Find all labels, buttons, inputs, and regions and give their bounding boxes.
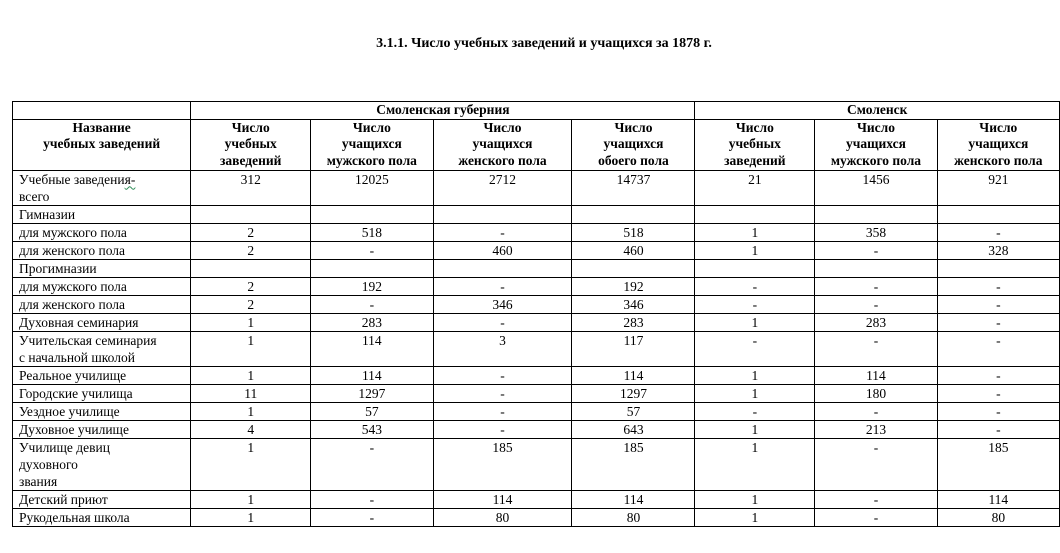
value-cell: 114 [433,490,572,508]
column-header: Число учебных заведений [695,119,815,170]
value-cell [815,205,937,223]
value-cell: - [311,438,433,490]
document-title: 3.1.1. Число учебных заведений и учащихся за 1878 г. [376,36,712,51]
institution-name-cell: Училище девиц духовного звания [13,438,191,490]
value-cell [191,259,311,277]
value-cell: - [695,277,815,295]
empty-corner-cell [13,102,191,120]
value-cell: - [311,241,433,259]
value-cell: 1 [191,313,311,331]
spellcheck-underline: я- [124,171,136,187]
table-row [13,438,1060,490]
value-cell: 518 [572,223,695,241]
value-cell: 2 [191,295,311,313]
value-cell: 80 [572,508,695,526]
value-cell [815,259,937,277]
value-cell: 114 [937,490,1059,508]
value-cell: 312 [191,170,311,205]
table-row [13,223,1060,241]
value-cell: 2712 [433,170,572,205]
institution-name-cell: Детский приют [13,490,191,508]
value-cell: 2 [191,277,311,295]
institution-name-cell: Гимназии [13,205,191,223]
value-cell [695,205,815,223]
value-cell: 1 [695,241,815,259]
value-cell: 346 [572,295,695,313]
value-cell: 12025 [311,170,433,205]
table-row [13,508,1060,526]
value-cell: - [433,384,572,402]
institution-name-cell: Городские училища [13,384,191,402]
value-cell: 358 [815,223,937,241]
column-header: Число учащихся женского пола [433,119,572,170]
institution-name-cell: Духовная семинария [13,313,191,331]
institution-name-cell: Учебные заведения- всего [13,170,191,205]
group-header-city: Смоленск [695,102,1060,120]
institution-name-cell: для мужского пола [13,277,191,295]
value-cell: - [815,402,937,420]
value-cell: - [937,295,1059,313]
value-cell: - [815,438,937,490]
value-cell: 643 [572,420,695,438]
value-cell: 3 [433,331,572,366]
institution-name-cell: Уездное училище [13,402,191,420]
table-row [13,170,1060,205]
value-cell: - [311,295,433,313]
value-cell: 185 [937,438,1059,490]
value-cell: 1297 [572,384,695,402]
table-row [13,331,1060,366]
value-cell: 114 [815,366,937,384]
value-cell: 518 [311,223,433,241]
value-cell: 180 [815,384,937,402]
value-cell: - [937,366,1059,384]
value-cell: 14737 [572,170,695,205]
column-header: Число учебных заведений [191,119,311,170]
value-cell: 57 [572,402,695,420]
institution-name-cell: для женского пола [13,295,191,313]
table-row [13,241,1060,259]
value-cell: 283 [815,313,937,331]
value-cell [433,205,572,223]
value-cell: 346 [433,295,572,313]
value-cell: - [815,295,937,313]
value-cell [311,205,433,223]
value-cell: 283 [311,313,433,331]
value-cell: 1 [695,384,815,402]
value-cell: - [937,331,1059,366]
value-cell [191,205,311,223]
value-cell: 21 [695,170,815,205]
column-header: Число учащихся мужского пола [311,119,433,170]
value-cell: 283 [572,313,695,331]
value-cell: - [815,241,937,259]
value-cell: 192 [311,277,433,295]
value-cell: 114 [572,366,695,384]
value-cell: 4 [191,420,311,438]
table-row [13,384,1060,402]
value-cell: - [815,277,937,295]
value-cell: 1 [191,438,311,490]
table-row [13,420,1060,438]
value-cell: - [433,402,572,420]
table-row [13,295,1060,313]
institution-name-cell: Рукодельная школа [13,508,191,526]
value-cell: - [695,331,815,366]
value-cell: - [311,508,433,526]
value-cell: - [695,402,815,420]
value-cell [937,259,1059,277]
value-cell: - [937,420,1059,438]
value-cell: 213 [815,420,937,438]
value-cell: - [433,277,572,295]
value-cell: 57 [311,402,433,420]
table-row [13,490,1060,508]
value-cell [695,259,815,277]
value-cell: 460 [433,241,572,259]
value-cell: 117 [572,331,695,366]
table-row [13,313,1060,331]
value-cell: - [433,366,572,384]
table-row [13,205,1060,223]
value-cell: 80 [433,508,572,526]
column-header: Название учебных заведений [13,119,191,170]
value-cell: - [937,313,1059,331]
value-cell: 921 [937,170,1059,205]
value-cell: 1 [695,313,815,331]
value-cell: - [695,295,815,313]
table-row [13,366,1060,384]
value-cell: 1 [695,420,815,438]
column-header: Число учащихся мужского пола [815,119,937,170]
institution-name-cell: Реальное училище [13,366,191,384]
value-cell: 1456 [815,170,937,205]
value-cell: 185 [433,438,572,490]
value-cell: 185 [572,438,695,490]
statistics-table [12,101,1060,527]
column-header-row [13,119,1060,170]
value-cell: - [433,313,572,331]
value-cell: - [433,223,572,241]
group-header-row [13,102,1060,120]
value-cell: 328 [937,241,1059,259]
value-cell: 1 [695,223,815,241]
value-cell: 80 [937,508,1059,526]
value-cell [572,205,695,223]
value-cell: 460 [572,241,695,259]
value-cell [311,259,433,277]
value-cell: 2 [191,223,311,241]
institution-name-cell: для женского пола [13,241,191,259]
column-header: Число учащихся обоего пола [572,119,695,170]
value-cell: 192 [572,277,695,295]
institution-name-cell: для мужского пола [13,223,191,241]
table-row [13,277,1060,295]
value-cell: 1 [695,366,815,384]
value-cell: 1297 [311,384,433,402]
value-cell: 1 [191,402,311,420]
value-cell [433,259,572,277]
value-cell: - [433,420,572,438]
value-cell: 1 [695,490,815,508]
value-cell: - [311,490,433,508]
institution-name-cell: Духовное училище [13,420,191,438]
value-cell: 1 [695,438,815,490]
value-cell: 1 [695,508,815,526]
value-cell: - [815,331,937,366]
value-cell: 1 [191,508,311,526]
table-row [13,259,1060,277]
column-header: Число учащихся женского пола [937,119,1059,170]
group-header-province: Смоленская губерния [191,102,695,120]
value-cell: - [815,508,937,526]
value-cell: 543 [311,420,433,438]
value-cell: - [937,402,1059,420]
value-cell: - [815,490,937,508]
value-cell: 1 [191,331,311,366]
value-cell: 1 [191,490,311,508]
value-cell: 2 [191,241,311,259]
value-cell: 11 [191,384,311,402]
value-cell [937,205,1059,223]
table-row [13,402,1060,420]
value-cell [572,259,695,277]
institution-name-cell: Учительская семинария с начальной школой [13,331,191,366]
value-cell: - [937,223,1059,241]
value-cell: 114 [311,331,433,366]
value-cell: 1 [191,366,311,384]
value-cell: 114 [572,490,695,508]
value-cell: 114 [311,366,433,384]
value-cell: - [937,277,1059,295]
value-cell: - [937,384,1059,402]
institution-name-cell: Прогимназии [13,259,191,277]
